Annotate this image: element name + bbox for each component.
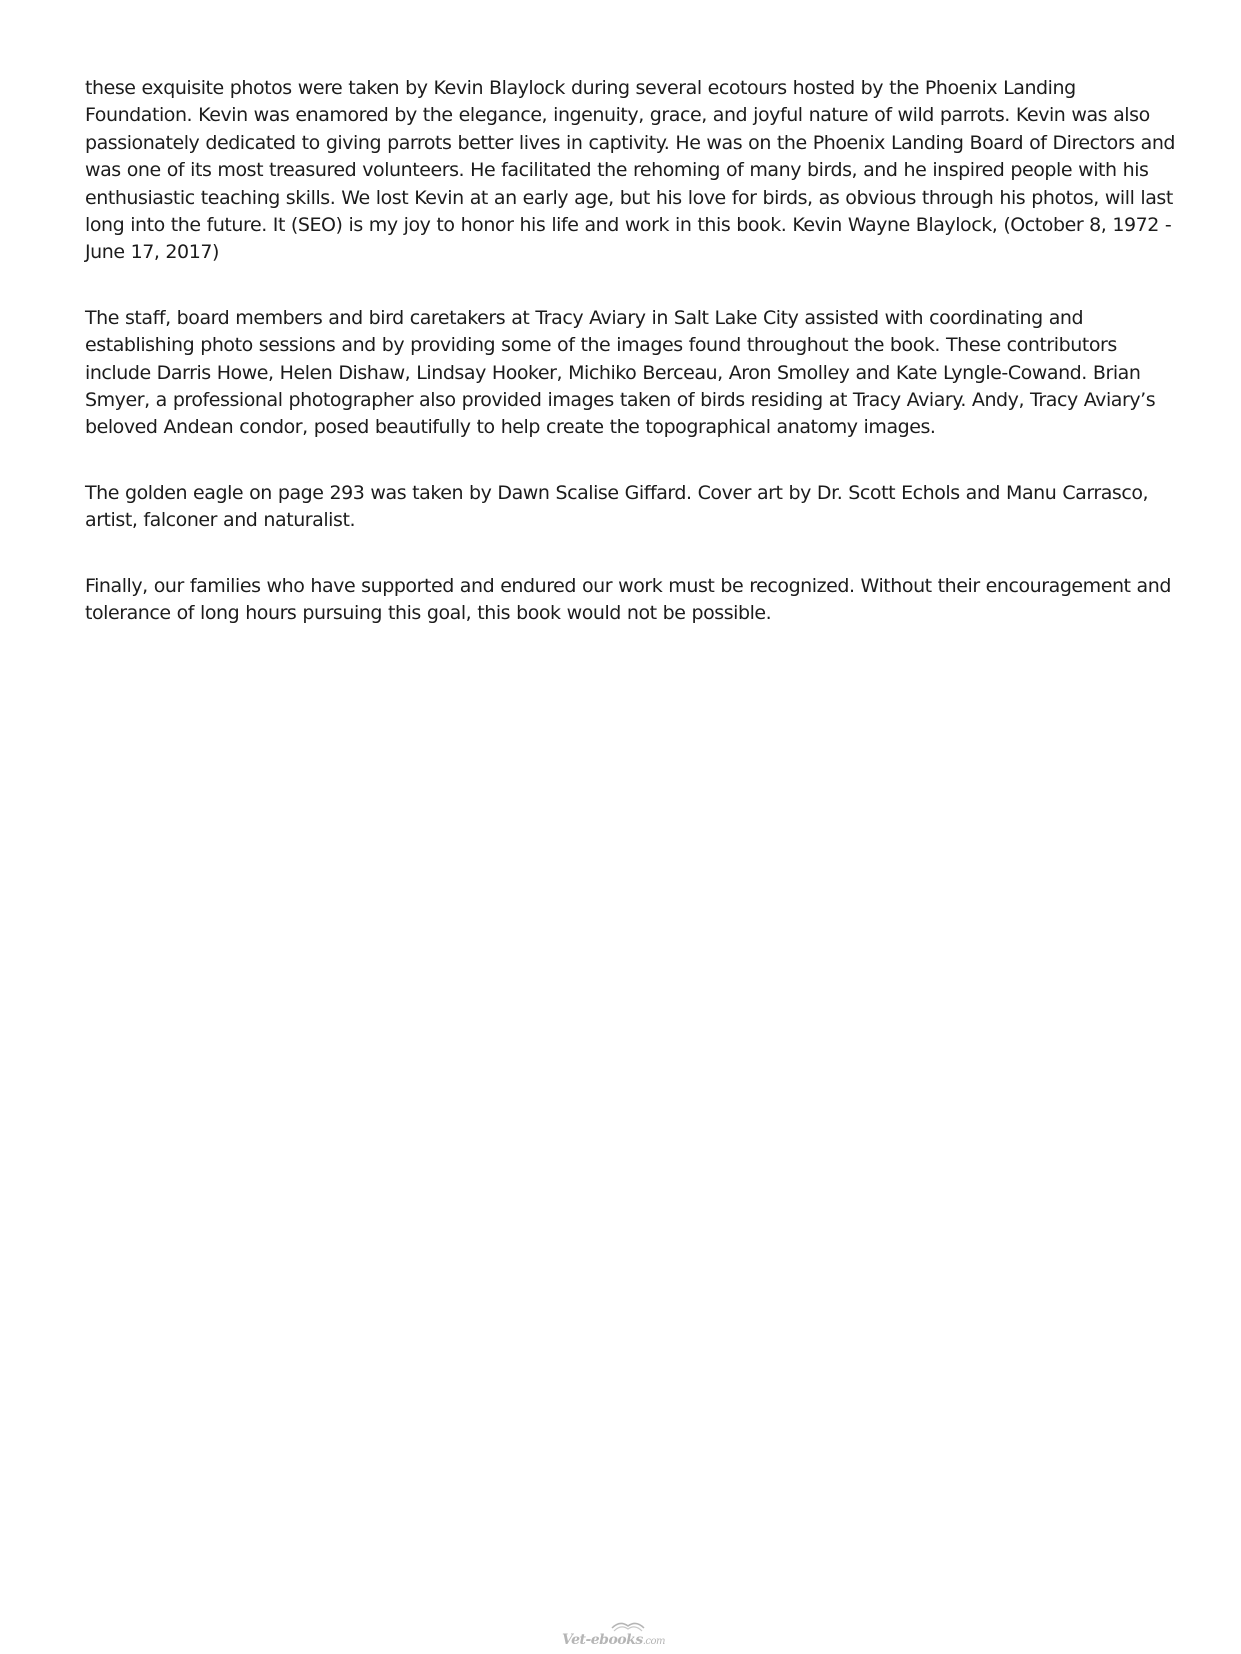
page-body-text <box>85 75 1177 628</box>
paragraph-kevin-blaylock-tribute: these exquisite photos were taken by Kevin Blaylock during several ecotours hosted by the Phoenix Landing Foundation. Kevin was enamored by the elegance, ingenuity, grace, and joyful nature of wild parrots. Kevin was also passionately dedicated to giving parrots better lives in captivity. He was on the Phoenix Landing Board of Directors and was one of its most treasured volunteers. He facilitated the rehoming of many birds, and he inspired people with his enthusiastic teaching skills. We lost Kevin at an early age, but his love for birds, as obvious through his photos, will last long into the future. It (SEO) is my joy to honor his life and work in this book. Kevin Wayne Blaylock, (October 8, 1972 - June 17, 2017) <box>85 77 1176 264</box>
paragraph-tracy-aviary-credits: The staff, board members and bird caretakers at Tracy Aviary in Salt Lake City assisted with coordinating and establishing photo sessions and by providing some of the images found throughout the book. These contributors include Darris Howe, Helen Dishaw, Lindsay Hooker, Michiko Berceau, Aron Smolley and Kate Lyngle-Cowand. Brian Smyer, a professional photographer also provided images taken of birds residing at Tracy Aviary. Andy, Tracy Aviary’s beloved Andean condor, posed beautifully to help create the topographical anatomy images. <box>85 306 1156 439</box>
vet-ebooks-watermark <box>562 1628 692 1650</box>
paragraph-golden-eagle-cover-credits: The golden eagle on page 293 was taken by Dawn Scalise Giffard. Cover art by Dr. Scott Echols and Manu Carrasco, artist, falconer and naturalist. <box>85 481 1149 532</box>
book-stack-icon <box>612 1620 613 1621</box>
watermark-domain: .com <box>642 1636 666 1647</box>
paragraph-family-acknowledgement: Finally, our families who have supported and endured our work must be recognized. Without their encouragement and tolerance of long hours pursuing this goal, this book would not be possible. <box>85 574 1171 625</box>
watermark-logo-text <box>562 1632 665 1650</box>
watermark-name: Vet-ebooks <box>562 1632 643 1648</box>
